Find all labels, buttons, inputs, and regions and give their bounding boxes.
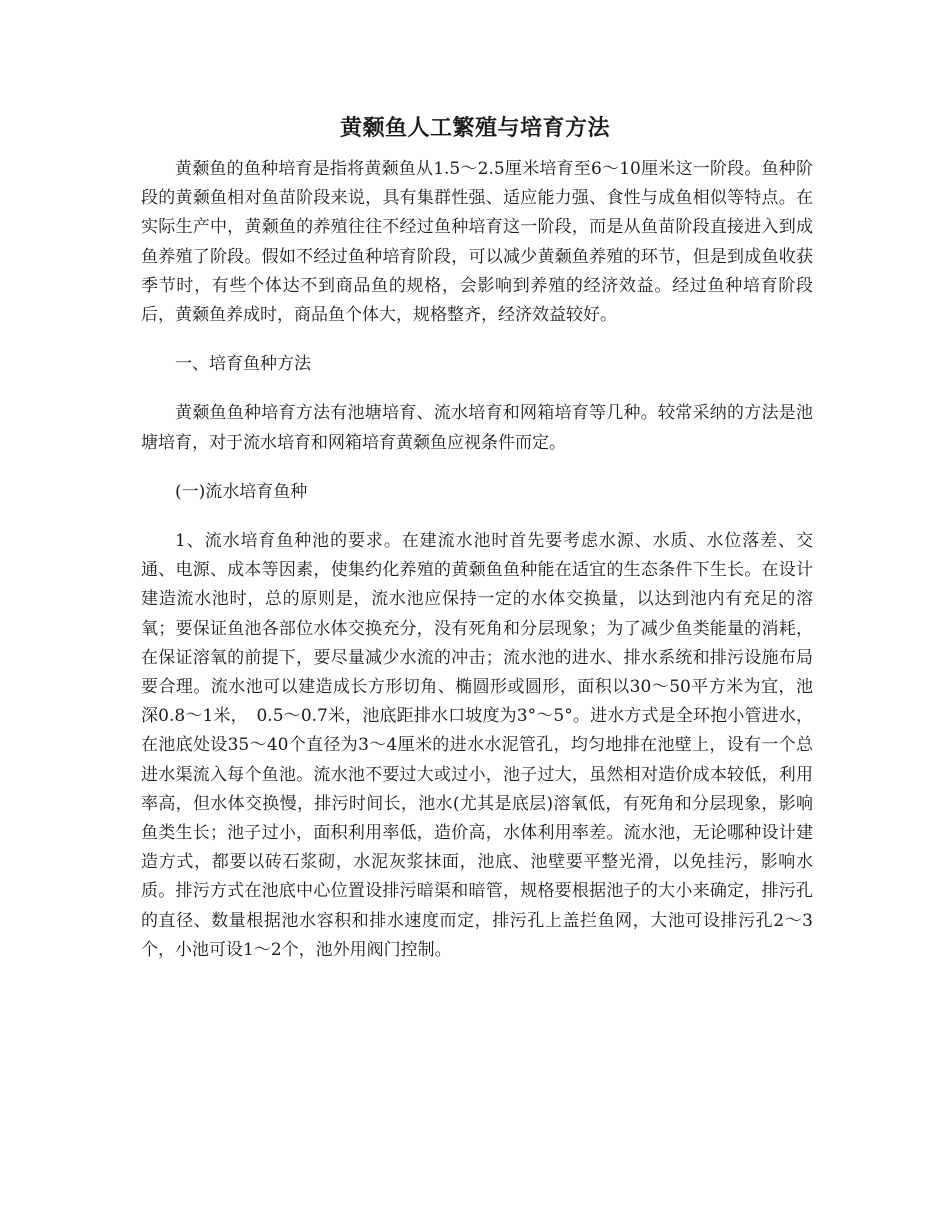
section-heading: 一、培育鱼种方法: [175, 354, 311, 375]
subsection-heading: (一)流水培育鱼种: [175, 481, 308, 502]
flowing-water-pond-paragraph: 1、流水培育鱼种池的要求。在建流水池时首先要考虑水源、水质、水位落差、交通、电源、成本等因素，使集约化养殖的黄颡鱼鱼种能在适宜的生态条件下生长。在设计建造流水池时，总的原则是，流水池应保持一定的水体交换量，以达到池内有充足的溶氧；要保证鱼池各部位水体交换充分，没有死角和分层现象；为了减少鱼类能量的消耗，在保证溶氧的前提下，要尽量减少水流的冲击；流水池的进水、排水系统和排污设施布局要合理。流水池可以建造成长方形切角、椭圆形或圆形，面积以30～50平方米为宜，池深0.8～1米， 0.5～0.7米，池底距排水口坡度为3°～5°。进水方式是全环抱小管进水，在池底处设35～40个直径为3～4厘米的进水水泥管孔，均匀地排在池壁上，设有一个总进水渠流入每个鱼池。流水池不要过大或过小，池子过大，虽然相对造价成本较低，利用率高，但水体交换慢，排污时间长，池水(尤其是底层)溶氧低，有死角和分层现象，影响鱼类生长；池子过小，面积利用率低，造价高，水体利用率差。流水池，无论哪种设计建造方式，都要以砖石浆砌，水泥灰浆抹面，池底、池壁要平整光滑，以免挂污，影响水质。排污方式在池底中心位置设排污暗渠和暗管，规格要根据池子的大小来确定，排污孔的直径、数量根据池水容积和排水速度而定，排污孔上盖拦鱼网，大池可设排污孔2～3个，小池可设1～2个，池外用阀门控制。: [141, 531, 813, 960]
intro-paragraph: 黄颡鱼的鱼种培育是指将黄颡鱼从1.5～2.5厘米培育至6～10厘米这一阶段。鱼种阶段的黄颡鱼相对鱼苗阶段来说，具有集群性强、适应能力强、食性与成鱼相似等特点。在实际生产中，黄颡鱼的养殖往往不经过鱼种培育这一阶段，而是从鱼苗阶段直接进入到成鱼养殖了阶段。假如不经过鱼种培育阶段，可以减少黄颡鱼养殖的环节，但是到成鱼收获季节时，有些个体达不到商品鱼的规格，会影响到养殖的经济效益。经过鱼种培育阶段后，黄颡鱼养成时，商品鱼个体大，规格整齐，经济效益较好。: [141, 159, 813, 326]
document-title: 黄颡鱼人工繁殖与培育方法: [339, 115, 610, 141]
methods-paragraph: 黄颡鱼鱼种培育方法有池塘培育、流水培育和网箱培育等几种。较常采纳的方法是池塘培育，对于流水培育和网箱培育黄颡鱼应视条件而定。: [141, 403, 813, 453]
document-body: [141, 155, 813, 985]
